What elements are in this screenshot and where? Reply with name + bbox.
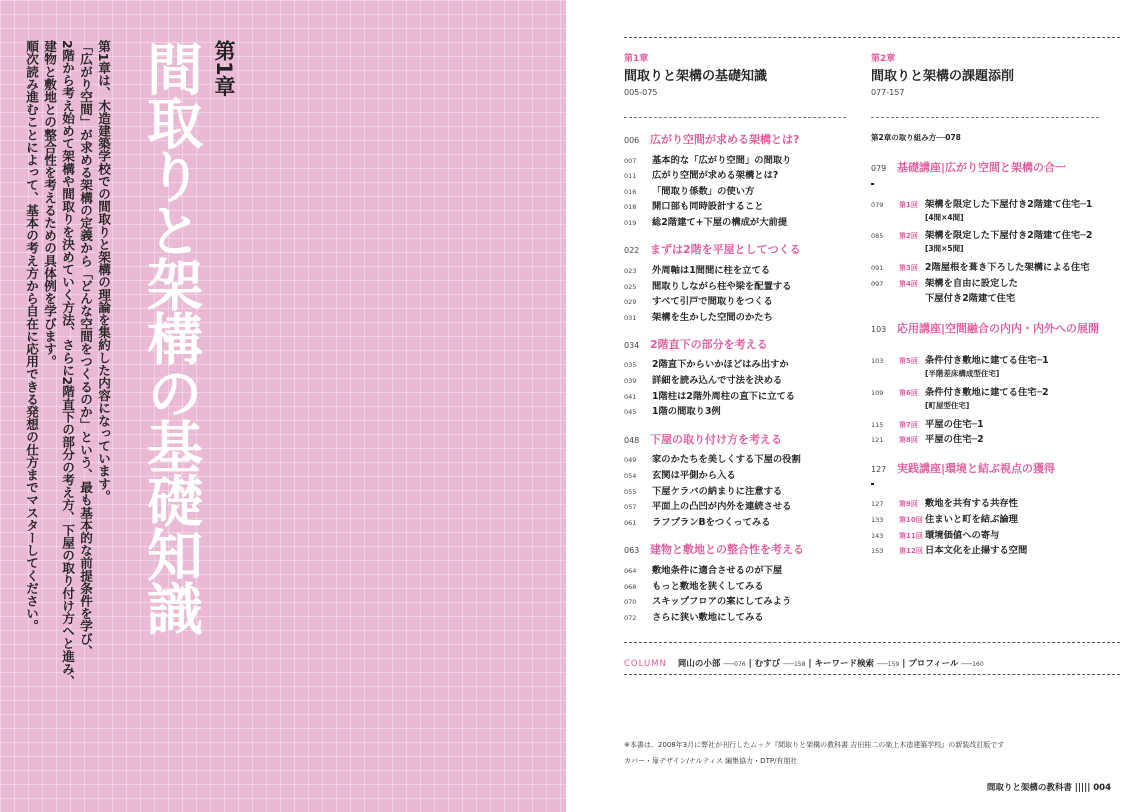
toc-item-sub: [半階差床構成型住宅]: [925, 369, 1000, 378]
toc-item[interactable]: 127 第9回 敷地を共有する共存性: [871, 498, 1018, 509]
chapter2-pages: 077-157: [871, 88, 905, 97]
toc-item-sub: [4間×4間]: [925, 213, 964, 222]
toc-item[interactable]: 057 平面上の凸凹が内外を連続させる: [624, 501, 792, 512]
edition-note: ※本書は、2008年3月に弊社が刊行したムック『間取りと架構の教科書 吉田桂二の楽上木造建築学校』の新装改訂版です: [624, 741, 1005, 749]
toc-item[interactable]: 045 1階の間取り3例: [624, 406, 721, 417]
divider: [871, 117, 1099, 118]
toc-section[interactable]: 127 実践講座|環境と結ぶ視点の獲得: [871, 462, 1056, 475]
chapter-title: 間取りと架構の基礎知識: [138, 40, 203, 634]
toc-section[interactable]: 034 2階直下の部分を考える: [624, 338, 768, 351]
chapter2-label: 第2章: [871, 54, 896, 64]
chapter1-pages: 005-075: [624, 88, 658, 97]
toc-item[interactable]: 064 敷地条件に適合させるのが下屋: [624, 565, 783, 576]
toc-item-cont[interactable]: 下屋付き2階建て住宅: [925, 293, 1016, 304]
chapter-intro: [22, 40, 112, 688]
toc-item-sub: [3間×5間]: [925, 244, 964, 253]
toc-item[interactable]: 103 第5回 条件付き敷地に建てる住宅─1: [871, 355, 1049, 366]
toc-item[interactable]: 018 開口部も同時設計すること: [624, 201, 764, 212]
toc-section[interactable]: 079 基礎講座|広がり空間と架構の合一: [871, 161, 1067, 174]
toc-section[interactable]: 048 下屋の取り付け方を考える: [624, 433, 782, 446]
toc-item[interactable]: 039 詳細を読み込んで寸法を決める: [624, 375, 783, 386]
toc-item[interactable]: 016 「間取り係数」の使い方: [624, 186, 755, 197]
toc-item[interactable]: 097 第4回 架構を自由に設定した: [871, 278, 1018, 289]
dash-mark: [871, 183, 874, 185]
intro-line: 「広がり空間」が求める架構の定義から「どんな空間をつくるのか」という、最も基本的な前提条件を学び、: [78, 40, 93, 658]
divider: [624, 674, 1120, 675]
toc-section[interactable]: 022 まずは2階を平屋としてつくる: [624, 243, 801, 256]
chapter1-label: 第1章: [624, 54, 649, 64]
toc-item[interactable]: 085 第2回 架構を限定した下屋付き2階建て住宅─2: [871, 230, 1093, 241]
toc-item[interactable]: 035 2階直下からいかほどはみ出すか: [624, 359, 789, 370]
chapter2-title[interactable]: 間取りと架構の課題添削: [871, 69, 1015, 84]
intro-line: 2階から考え始めて架構や間取りを決めていく方法、さらに2階直下の部分の考え方、下屋の取り付け方へと進み、: [60, 40, 75, 688]
toc-item[interactable]: 070 スキップフロアの案にしてみよう: [624, 596, 792, 607]
toc-item[interactable]: 054 玄関は平側から入る: [624, 470, 736, 481]
toc-item[interactable]: 019 総2階建て+下屋の構成が大前提: [624, 217, 788, 228]
dash-mark: [871, 483, 874, 485]
page-footer: 間取りと架構の教科書 ||||| 004: [986, 783, 1111, 793]
toc-item[interactable]: 007 基本的な「広がり空間」の間取り: [624, 155, 792, 166]
toc-item[interactable]: 121 第8回 平屋の住宅─2: [871, 434, 984, 445]
column-entry[interactable]: プロフィール: [908, 659, 959, 669]
column-row: COLUMN 岡山の小部 ───076 | むすび ───158 | キーワード検索 ───159 | プロフィール ───160: [624, 659, 984, 669]
toc-item[interactable]: 031 架構を生かした空間のかたち: [624, 312, 773, 323]
toc-item[interactable]: 023 外周軸は1間間に柱を立てる: [624, 265, 771, 276]
table-of-contents: [566, 0, 1131, 812]
toc-item[interactable]: 011 広がり空間が求める架構とは?: [624, 170, 779, 181]
credits-note: カバー・扉デザイン/ナルティス 編集協力・DTP/有朋社: [624, 757, 798, 765]
divider: [624, 642, 1120, 643]
divider: [624, 117, 846, 118]
toc-item[interactable]: 072 さらに狭い敷地にしてみる: [624, 612, 764, 623]
toc-item[interactable]: 061 ラフプランBをつくってみる: [624, 517, 771, 528]
toc-item[interactable]: 068 もっと敷地を狭くしてみる: [624, 581, 764, 592]
toc-section[interactable]: 103 応用講座|空間融合の内内・内外への展開: [871, 322, 1100, 335]
chapter2-howto[interactable]: 第2章の取り組み方──078: [871, 133, 961, 142]
intro-line: 第1章は、木造建築学校での間取りと架構の理論を集約した内容になっています。: [96, 40, 111, 503]
toc-item[interactable]: 055 下屋ケラバの納まりに注意する: [624, 486, 783, 497]
toc-item[interactable]: 153 第12回 日本文化を止揚する空間: [871, 545, 1028, 556]
column-label: COLUMN: [624, 659, 667, 669]
toc-item-sub: [町屋型住宅]: [925, 401, 970, 410]
toc-item[interactable]: 079 第1回 架構を限定した下屋付き2階建て住宅─1: [871, 199, 1093, 210]
chapter-number: 第1章: [212, 40, 236, 97]
toc-item[interactable]: 115 第7回 平屋の住宅─1: [871, 419, 984, 430]
toc-section[interactable]: 063 建物と敷地との整合性を考える: [624, 543, 804, 556]
toc-item[interactable]: 049 家のかたちを美しくする下屋の役割: [624, 454, 801, 465]
toc-item[interactable]: 029 すべて引戸で間取りをつくる: [624, 296, 773, 307]
toc-item[interactable]: 091 第3回 2階屋根を葺き下ろした架構による住宅: [871, 262, 1090, 273]
intro-line: 順次読み進むことによって、基本の考え方から自在に応用できる発想の仕方までマスターしてください。: [24, 40, 39, 633]
divider: [624, 37, 1120, 38]
toc-item[interactable]: 109 第6回 条件付き敷地に建てる住宅─2: [871, 387, 1049, 398]
toc-item[interactable]: 143 第11回 環境価値への寄与: [871, 530, 1000, 541]
toc-item[interactable]: 025 間取りしながら柱や梁を配置する: [624, 281, 792, 292]
column-entry[interactable]: むすび: [754, 659, 781, 669]
column-entry[interactable]: 岡山の小部: [677, 659, 721, 669]
intro-line: 建物と敷地との整合性を考えるための具体例を学びます。: [42, 40, 57, 368]
toc-section[interactable]: 006 広がり空間が求める架構とは?: [624, 133, 800, 146]
toc-item[interactable]: 041 1階柱は2階外周柱の直下に立てる: [624, 391, 796, 402]
chapter1-title[interactable]: 間取りと架構の基礎知識: [624, 69, 768, 84]
toc-item[interactable]: 133 第10回 住まいと町を結ぶ論理: [871, 514, 1018, 525]
column-entry[interactable]: キーワード検索: [814, 659, 874, 669]
